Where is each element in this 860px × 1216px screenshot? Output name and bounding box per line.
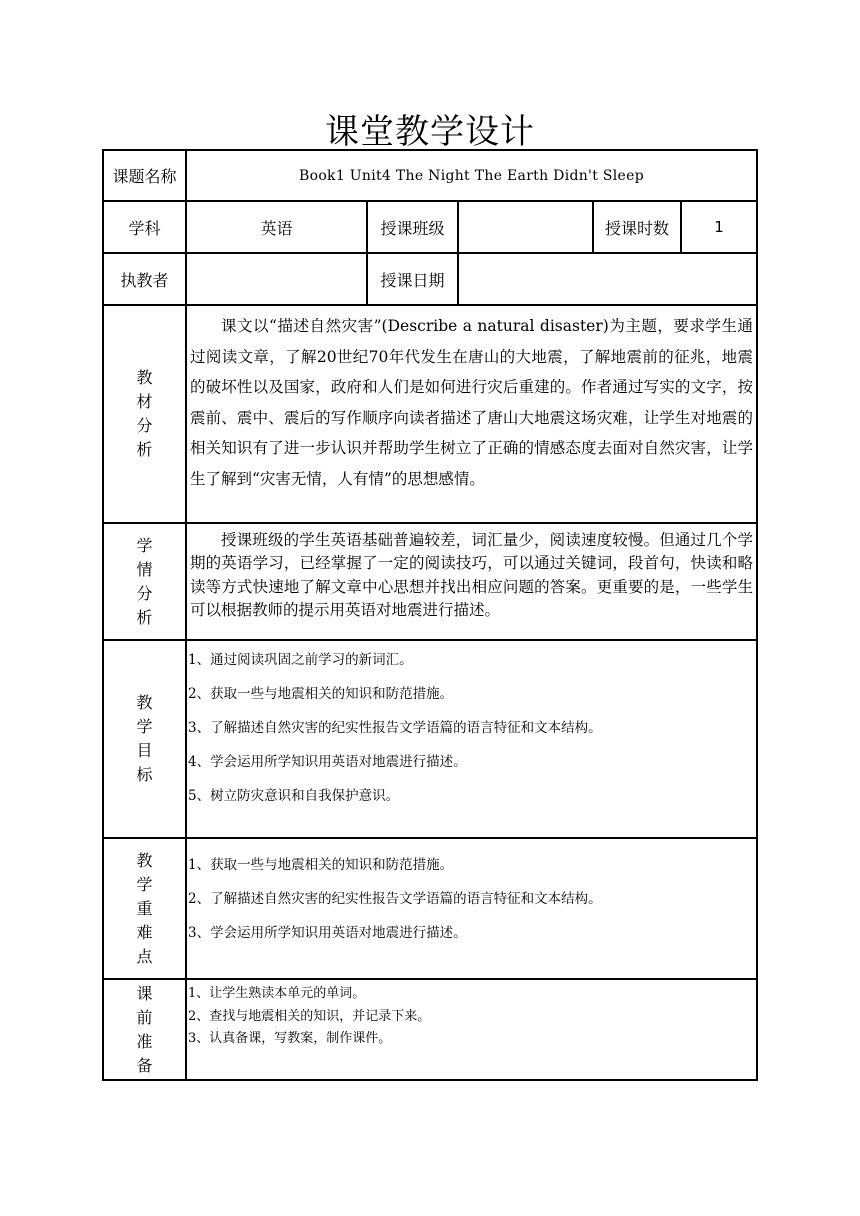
- label-char: 点: [136, 946, 153, 966]
- label-char: 分: [136, 416, 153, 435]
- topic-label: 课题名称: [112, 167, 177, 186]
- label-char: 析: [136, 440, 153, 459]
- date-label: 授课日期: [380, 270, 445, 290]
- hours-value: 1: [714, 218, 724, 236]
- subject-label: 学科: [128, 218, 161, 238]
- row-divider: [104, 837, 756, 839]
- label-char: 学: [136, 535, 153, 555]
- label-char: 教: [136, 693, 153, 712]
- list-item: 2、获取一些与地震相关的知识和防范措施。: [188, 686, 454, 702]
- row-divider: [104, 639, 756, 641]
- list-item: 4、学会运用所学知识用英语对地震进行描述。: [188, 754, 467, 770]
- student-analysis-text: 授课班级的学生英语基础普遍较差，词汇量少，阅读速度较慢。但通过几个学期的英语学习，已经掌握了一定的阅读技巧，可以通过关键词，段首句，快读和略读等方式快速地了解文章中心思想并找出相应问题的答案。更重要的是，一些学生可以根据教师的提示用英语对地震进行描述。: [190, 531, 753, 619]
- list-item: 1、通过阅读巩固之前学习的新词汇。: [188, 652, 413, 668]
- label-char: 材: [136, 392, 153, 411]
- subject-value: 英语: [260, 218, 293, 238]
- label-char: 学: [136, 717, 153, 736]
- date-value: [459, 254, 756, 304]
- label-char: 分: [136, 583, 153, 603]
- label-char: 教: [136, 368, 153, 387]
- label-char: 前: [136, 1007, 153, 1027]
- material-analysis-text: 课文以“描述自然灾害”(Describe a natural disaster)为主题，要求学生通过阅读文章，了解20世纪70年代发生在唐山的大地震，了解地震前的征兆，地震的破坏性以及国家，政府和人们是如何进行灾后重建的。作者通过写实的文字，按震前、震中、震后的写作顺序向读者描述了唐山大地震这场灾难，让学生对地震的相关知识有了进一步认识并帮助学生树立了正确的情感态度去面对自然灾害，让学生了解到“灾害无情，人有情”的思想感情。: [190, 317, 753, 488]
- list-item: 1、让学生熟读本单元的单词。: [188, 986, 366, 1001]
- list-item: 2、了解描述自然灾害的纪实性报告文学语篇的语言特征和文本结构。: [188, 891, 602, 907]
- label-char: 情: [136, 559, 153, 579]
- label-char: 课: [136, 983, 153, 1003]
- label-char: 析: [136, 607, 153, 627]
- key-points-list: [188, 848, 754, 950]
- lesson-plan-table: [102, 149, 758, 1081]
- label-char: 标: [136, 765, 153, 784]
- teacher-label: 执教者: [120, 270, 169, 290]
- preparation-label: [104, 980, 185, 1079]
- label-char: 学: [136, 874, 153, 894]
- label-char: 备: [136, 1055, 153, 1075]
- student-analysis-label: [104, 524, 185, 639]
- class-value: [459, 202, 592, 252]
- preparation-list: [188, 983, 754, 1051]
- key-points-label: [104, 839, 185, 978]
- label-char: 目: [136, 741, 153, 760]
- label-char: 教: [136, 850, 153, 870]
- list-item: 3、认真备课，写教案，制作课件。: [188, 1031, 392, 1046]
- teaching-goals-label: [104, 641, 185, 837]
- material-analysis-label: [104, 306, 185, 522]
- topic-value: Book1 Unit4 The Night The Earth Didn't Sleep: [299, 167, 644, 184]
- list-item: 2、查找与地震相关的知识，并记录下来。: [188, 1008, 431, 1024]
- document-title: 课堂教学设计: [325, 112, 535, 152]
- row-divider: [104, 304, 756, 306]
- hours-label: 授课时数: [604, 218, 669, 238]
- teacher-value: [187, 254, 366, 304]
- teaching-goals-list: [188, 643, 754, 813]
- list-item: 3、了解描述自然灾害的纪实性报告文学语篇的语言特征和文本结构。: [188, 720, 602, 736]
- list-item: 1、获取一些与地震相关的知识和防范措施。: [188, 857, 454, 873]
- row-divider: [104, 522, 756, 524]
- label-char: 重: [136, 898, 153, 918]
- label-char: 难: [136, 922, 153, 942]
- list-item: 3、学会运用所学知识用英语对地震进行描述。: [188, 925, 467, 941]
- label-char: 准: [136, 1031, 153, 1051]
- list-item: 5、树立防灾意识和自我保护意识。: [188, 788, 400, 804]
- class-label: 授课班级: [380, 218, 445, 238]
- row-divider: [104, 978, 756, 980]
